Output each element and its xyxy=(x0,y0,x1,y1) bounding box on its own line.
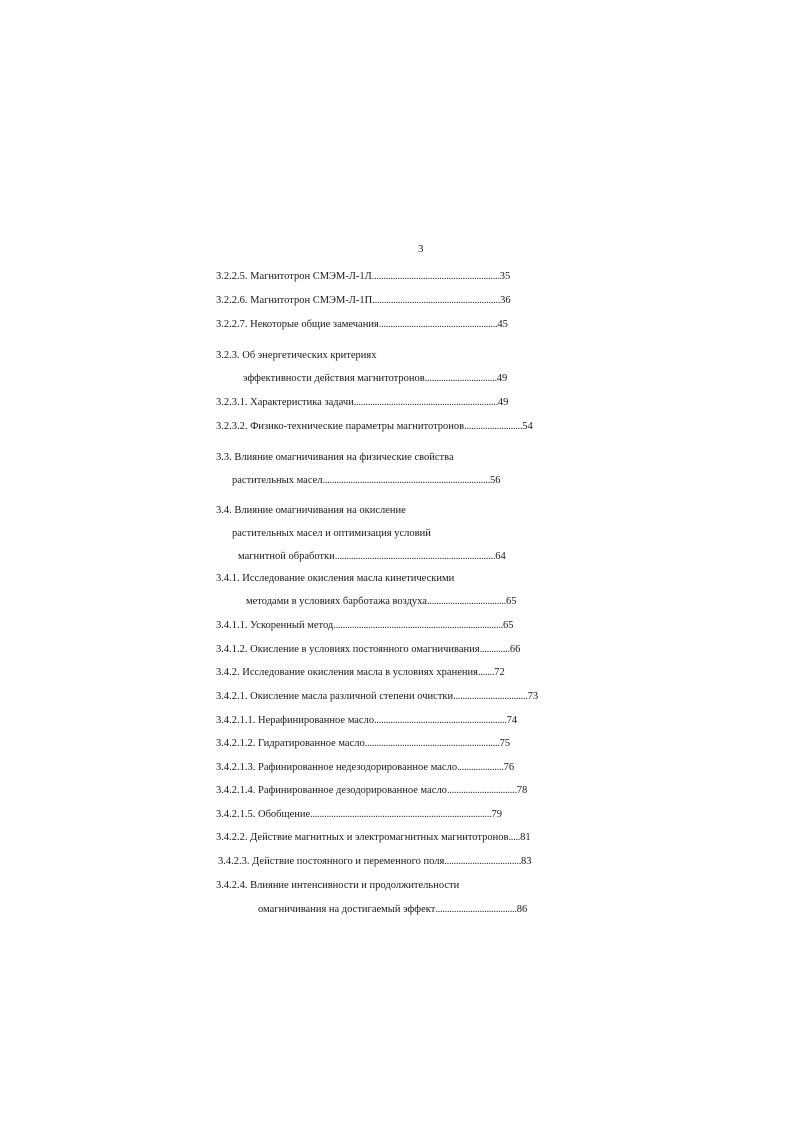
toc-entry-page: 79 xyxy=(491,809,503,820)
toc-entry-page: 72 xyxy=(494,667,505,678)
toc-entry-title: 3.4.2.1.1. Нерафинированное масло xyxy=(216,715,375,726)
toc-entry-page: 49 xyxy=(497,397,509,408)
toc-entry-page: 35 xyxy=(499,271,511,282)
toc-entry xyxy=(216,349,377,363)
dot-leader: .............................................................. xyxy=(353,397,498,408)
toc-entry-page: 65 xyxy=(503,620,514,631)
toc-entry xyxy=(216,690,538,704)
dot-leader: ................................................... xyxy=(378,319,498,330)
dot-leader: ................................. xyxy=(444,856,522,867)
page-number: 3 xyxy=(418,243,424,255)
toc-entry xyxy=(216,808,502,822)
toc-entry-title: растительных масел и оптимизация условий xyxy=(232,528,431,539)
toc-entry-page: 66 xyxy=(509,644,521,655)
toc-entry-title: 3.2.2.6. Магнитотрон СМЭМ-Л-1П xyxy=(216,295,373,306)
toc-entry-page: 49 xyxy=(496,373,508,384)
toc-entry-title: 3.2.2.7. Некоторые общие замечания xyxy=(216,319,379,330)
toc-entry-page: 81 xyxy=(520,832,531,843)
toc-entry xyxy=(216,572,454,586)
dot-leader: .................... xyxy=(457,762,504,773)
toc-entry-page: 65 xyxy=(506,596,517,607)
toc-entry xyxy=(216,737,510,751)
toc-entry-title: эффективности действия магнитотронов xyxy=(243,373,425,384)
toc-entry-title: 3.4.2. Исследование окисления масла в условиях хранения xyxy=(216,667,478,678)
dot-leader: ......................................................................... xyxy=(333,620,504,631)
toc-entry xyxy=(216,879,459,893)
toc-entry-title: 3.2.3. Об энергетических критериях xyxy=(216,350,377,361)
toc-entry-title: 3.4.2.1.4. Рафинированное дезодорированное масло xyxy=(216,785,447,796)
dot-leader: ....... xyxy=(477,667,495,678)
toc-entry xyxy=(216,619,514,633)
toc-entry xyxy=(243,372,507,386)
toc-entry-title: 3.4. Влияние омагничивания на окисление xyxy=(216,505,406,516)
toc-entry xyxy=(216,294,511,308)
toc-entry xyxy=(216,504,406,518)
toc-entry-page: 54 xyxy=(522,421,533,432)
toc-entry-page: 75 xyxy=(499,738,511,749)
toc-entry-page: 56 xyxy=(489,475,501,486)
dot-leader: .............................................................................. xyxy=(310,809,492,820)
toc-entry-page: 83 xyxy=(521,856,532,867)
toc-entry-title: 3.2.2.5. Магнитотрон СМЭМ-Л-1Л xyxy=(216,271,372,282)
toc-entry xyxy=(216,761,514,775)
toc-entry xyxy=(216,451,454,465)
toc-entry-page: 76 xyxy=(503,762,515,773)
dot-leader: .................................. xyxy=(426,596,507,607)
toc-entry xyxy=(258,903,527,917)
toc-entry xyxy=(216,714,517,728)
toc-entry xyxy=(216,666,505,680)
toc-entry-title: 3.4.2.1. Окисление масла различной степени очистки xyxy=(216,691,454,702)
toc-entry-page: 64 xyxy=(495,551,506,562)
toc-entry-page: 74 xyxy=(506,715,518,726)
toc-entry-page: 78 xyxy=(516,785,528,796)
dot-leader: ..... xyxy=(508,832,521,843)
toc-entry-title: 3.4.2.2. Действие магнитных и электромагнитных магнитотронов xyxy=(216,832,509,843)
dot-leader: ................................... xyxy=(435,904,517,915)
toc-entry-title: растительных масел xyxy=(232,475,323,486)
dot-leader: ................................ xyxy=(453,691,528,702)
toc-entry xyxy=(216,318,508,332)
toc-entry xyxy=(216,420,533,434)
toc-entry xyxy=(232,474,500,488)
toc-entry-page: 45 xyxy=(497,319,508,330)
toc-entry xyxy=(218,855,532,869)
dot-leader: .......................................................... xyxy=(364,738,500,749)
toc-entry-title: 3.2.3.1. Характеристика задачи xyxy=(216,397,354,408)
dot-leader: ............. xyxy=(479,644,510,655)
toc-entry-title: 3.4.2.3. Действие постоянного и переменного поля xyxy=(218,856,445,867)
dot-leader: ..................................................................... xyxy=(334,551,496,562)
toc-entry-title: 3.4.1.1. Ускоренный метод xyxy=(216,620,334,631)
toc-entry xyxy=(216,270,510,284)
toc-entry xyxy=(246,595,517,609)
dot-leader: .............................. xyxy=(446,785,517,796)
dot-leader: ......................... xyxy=(464,421,523,432)
toc-entry xyxy=(232,527,431,541)
toc-entry-title: 3.4.2.4. Влияние интенсивности и продолжительности xyxy=(216,880,460,891)
toc-entry xyxy=(216,831,531,845)
dot-leader: ........................................................................ xyxy=(322,475,490,486)
toc-entry-title: 3.2.3.2. Физико-технические параметры магнитотронов xyxy=(216,421,465,432)
toc-entry-title: омагничивания на достигаемый эффект xyxy=(258,904,436,915)
toc-entry-page: 36 xyxy=(500,295,511,306)
toc-entry-page: 73 xyxy=(527,691,539,702)
toc-entry xyxy=(238,550,506,564)
toc-entry-title: 3.4.2.1.2. Гидратированное масло xyxy=(216,738,365,749)
toc-entry-title: 3.3. Влияние омагничивания на физические свойства xyxy=(216,452,454,463)
dot-leader: ......................................................... xyxy=(374,715,507,726)
toc-entry-title: методами в условиях барботажа воздуха xyxy=(246,596,427,607)
toc-entry-page: 86 xyxy=(516,904,528,915)
dot-leader: ....................................................... xyxy=(371,271,500,282)
toc-entry-title: 3.4.1. Исследование окисления масла кинетическими xyxy=(216,573,455,584)
toc-entry-title: 3.4.1.2. Окисление в условиях постоянного омагничивания xyxy=(216,644,480,655)
toc-entry xyxy=(216,784,527,798)
toc-entry-title: 3.4.2.1.3. Рафинированное недезодорированное масло xyxy=(216,762,458,773)
dot-leader: ............................... xyxy=(424,373,497,384)
toc-entry-title: 3.4.2.1.5. Обобщение xyxy=(216,809,311,820)
toc-entry-title: магнитной обработки xyxy=(238,551,335,562)
dot-leader: ....................................................... xyxy=(372,295,501,306)
toc-entry xyxy=(216,643,520,657)
toc-entry xyxy=(216,396,508,410)
